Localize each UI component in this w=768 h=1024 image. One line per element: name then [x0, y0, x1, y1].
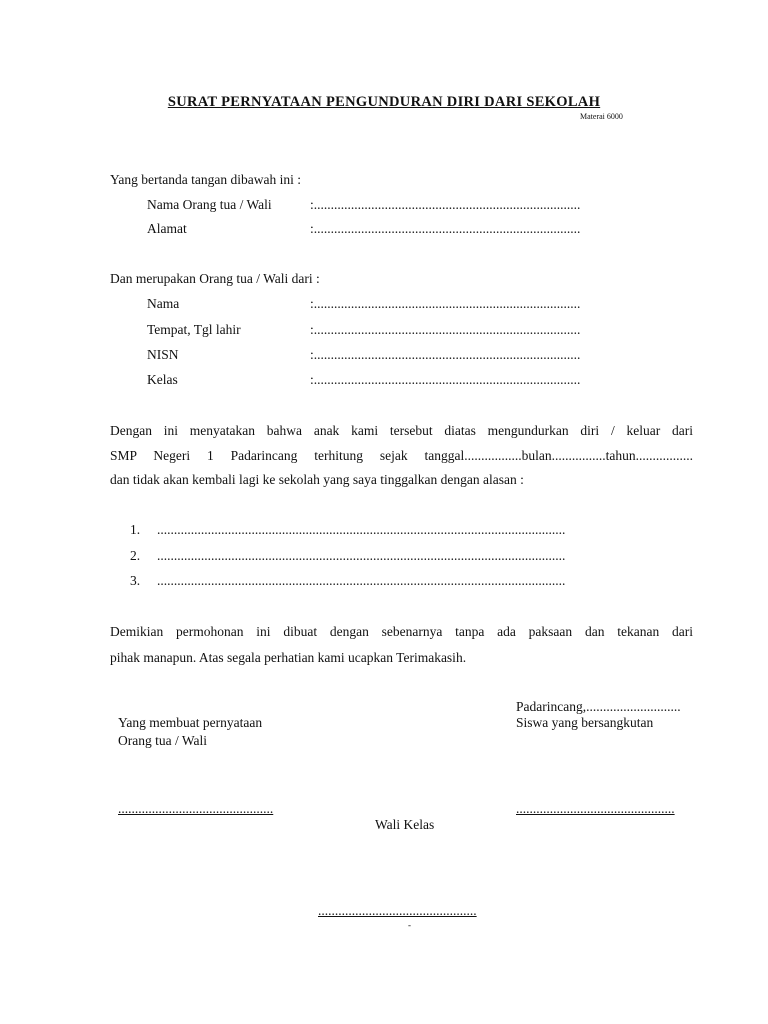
place-date: Padarincang,............................: [516, 699, 681, 714]
materai-note: Materai 6000: [580, 112, 623, 121]
field-parent-name: [147, 197, 580, 213]
reason-text: .........................................................................................................................: [157, 573, 566, 588]
field-value: :...............................................................................: [310, 347, 581, 362]
document-title: SURAT PERNYATAAN PENGUNDURAN DIRI DARI SEKOLAH: [167, 94, 601, 110]
intro-text: Yang bertanda tangan dibawah ini :: [110, 172, 301, 187]
field-value: :...............................................................................: [310, 221, 581, 236]
field-nisn: [147, 347, 580, 363]
reason-item: [130, 548, 565, 564]
reason-text: .........................................................................................................................: [157, 522, 566, 537]
closing-line-1: Demikian permohonan ini dibuat dengan sebenarnya tanpa ada paksaan dan tekanan dari: [110, 624, 693, 639]
field-birth: [147, 322, 580, 338]
field-class: [147, 372, 580, 388]
field-value: :...............................................................................: [310, 197, 581, 212]
field-label: Kelas: [147, 372, 178, 387]
closing-line-2: pihak manapun. Atas segala perhatian kami ucapkan Terimakasih.: [110, 650, 467, 665]
signature-line-wali-kelas: ...............................................: [318, 903, 477, 918]
field-label: Alamat: [147, 221, 187, 236]
statement-line-2: SMP Negeri 1 Padarincang terhitung sejak tanggal.................bulan................tahun.................: [110, 448, 693, 463]
field-label: NISN: [147, 347, 179, 362]
signer-left-subtitle: Orang tua / Wali: [118, 733, 208, 748]
field-label: Nama Orang tua / Wali: [147, 197, 272, 212]
field-child-name: [147, 296, 580, 312]
reason-item: [130, 573, 565, 589]
field-value: :...............................................................................: [310, 296, 581, 311]
reason-number: 1.: [130, 522, 141, 537]
signer-right-title: Siswa yang bersangkutan: [516, 715, 654, 730]
signature-line-left: ..............................................: [118, 801, 274, 816]
field-label: Tempat, Tgl lahir: [147, 322, 241, 337]
signer-left-title: Yang membuat pernyataan: [118, 715, 263, 730]
reason-text: .........................................................................................................................: [157, 548, 566, 563]
reason-item: [130, 522, 565, 538]
statement-line-3: dan tidak akan kembali lagi ke sekolah yang saya tinggalkan dengan alasan :: [110, 472, 524, 487]
field-address: [147, 221, 580, 237]
reason-number: 3.: [130, 573, 141, 588]
child-intro-text: Dan merupakan Orang tua / Wali dari :: [110, 271, 320, 286]
field-value: :...............................................................................: [310, 322, 581, 337]
field-value: :...............................................................................: [310, 372, 581, 387]
page-mark: -: [408, 920, 411, 930]
wali-kelas-title: Wali Kelas: [375, 817, 435, 832]
field-label: Nama: [147, 296, 180, 311]
reason-number: 2.: [130, 548, 141, 563]
statement-line-1: Dengan ini menyatakan bahwa anak kami tersebut diatas mengundurkan diri / keluar dari: [110, 423, 693, 438]
signature-line-right: ...............................................: [516, 801, 675, 816]
